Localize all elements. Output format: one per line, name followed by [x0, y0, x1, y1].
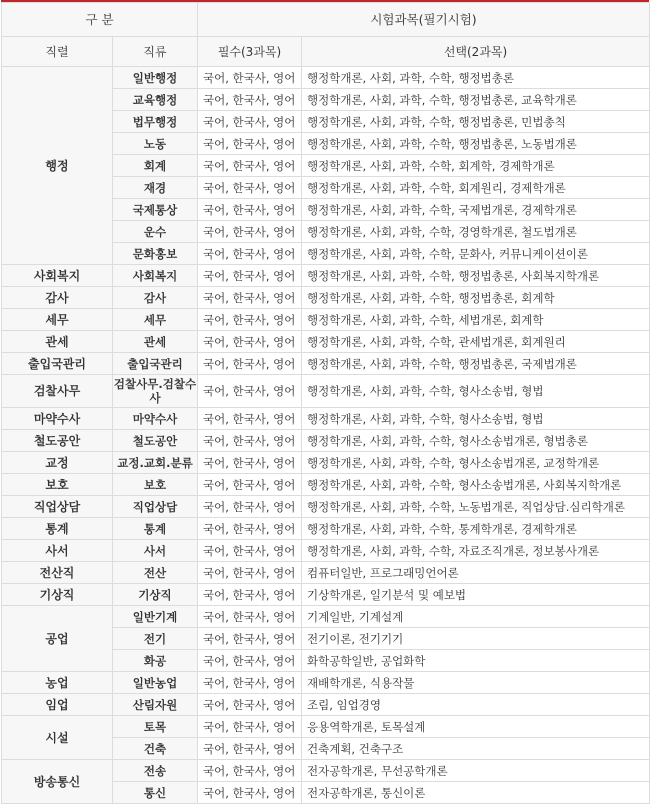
job-series-cell: 방송통신	[2, 760, 113, 804]
elective-subjects-cell: 건축계획, 건축구조	[302, 738, 650, 760]
job-class-cell: 교육행정	[113, 89, 198, 111]
elective-subjects-cell: 행정학개론, 사회, 과학, 수학, 문화사, 커뮤니케이션이론	[302, 243, 650, 265]
job-class-cell: 감사	[113, 287, 198, 309]
elective-subjects-cell: 기계일반, 기계설계	[302, 606, 650, 628]
elective-subjects-cell: 컴퓨터일반, 프로그래밍언어론	[302, 562, 650, 584]
elective-subjects-cell: 행정학개론, 사회, 과학, 수학, 경영학개론, 철도법개론	[302, 221, 650, 243]
job-series-cell: 보호	[2, 474, 113, 496]
required-subjects-cell: 국어, 한국사, 영어	[198, 518, 302, 540]
table-row	[2, 672, 650, 694]
required-subjects-cell: 국어, 한국사, 영어	[198, 782, 302, 804]
table-body	[2, 67, 650, 804]
job-class-cell: 노동	[113, 133, 198, 155]
job-series-cell: 전산직	[2, 562, 113, 584]
elective-subjects-cell: 행정학개론, 사회, 과학, 수학, 행정법총론, 교육학개론	[302, 89, 650, 111]
elective-subjects-cell: 행정학개론, 사회, 과학, 수학, 행정법총론, 민법총칙	[302, 111, 650, 133]
table-row	[2, 760, 650, 782]
job-class-cell: 출입국관리	[113, 353, 198, 375]
job-class-cell: 산림자원	[113, 694, 198, 716]
job-class-cell: 화공	[113, 650, 198, 672]
elective-subjects-cell: 행정학개론, 사회, 과학, 수학, 형사소송법개론, 사회복지학개론	[302, 474, 650, 496]
elective-subjects-cell: 행정학개론, 사회, 과학, 수학, 형사소송법개론, 교정학개론	[302, 452, 650, 474]
required-subjects-cell: 국어, 한국사, 영어	[198, 353, 302, 375]
required-subjects-cell: 국어, 한국사, 영어	[198, 540, 302, 562]
required-subjects-cell: 국어, 한국사, 영어	[198, 89, 302, 111]
header-job-class: 직류	[113, 37, 198, 67]
job-class-cell: 법무행정	[113, 111, 198, 133]
exam-subjects-table	[1, 2, 650, 804]
header-exam-subjects: 시험과목(필기시험)	[198, 3, 650, 37]
elective-subjects-cell: 행정학개론, 사회, 과학, 수학, 자료조직개론, 정보봉사개론	[302, 540, 650, 562]
required-subjects-cell: 국어, 한국사, 영어	[198, 375, 302, 408]
table-row	[2, 474, 650, 496]
header-elective: 선택(2과목)	[302, 37, 650, 67]
table-row	[2, 287, 650, 309]
table-row	[2, 584, 650, 606]
exam-subjects-table-container	[1, 0, 649, 804]
job-series-cell: 사서	[2, 540, 113, 562]
table-row	[2, 496, 650, 518]
required-subjects-cell: 국어, 한국사, 영어	[198, 496, 302, 518]
elective-subjects-cell: 행정학개론, 사회, 과학, 수학, 형사소송법, 형법	[302, 375, 650, 408]
required-subjects-cell: 국어, 한국사, 영어	[198, 221, 302, 243]
elective-subjects-cell: 행정학개론, 사회, 과학, 수학, 국제법개론, 경제학개론	[302, 199, 650, 221]
job-class-cell: 교정.교회.분류	[113, 452, 198, 474]
job-class-cell: 세무	[113, 309, 198, 331]
table-row	[2, 67, 650, 89]
elective-subjects-cell: 행정학개론, 사회, 과학, 수학, 회계학, 경제학개론	[302, 155, 650, 177]
required-subjects-cell: 국어, 한국사, 영어	[198, 155, 302, 177]
table-row	[2, 309, 650, 331]
job-series-cell: 감사	[2, 287, 113, 309]
required-subjects-cell: 국어, 한국사, 영어	[198, 133, 302, 155]
elective-subjects-cell: 응용역학개론, 토목설계	[302, 716, 650, 738]
job-class-cell: 재경	[113, 177, 198, 199]
job-series-cell: 공업	[2, 606, 113, 672]
elective-subjects-cell: 행정학개론, 사회, 과학, 수학, 행정법총론, 노동법개론	[302, 133, 650, 155]
required-subjects-cell: 국어, 한국사, 영어	[198, 452, 302, 474]
elective-subjects-cell: 기상학개론, 일기분석 및 예보법	[302, 584, 650, 606]
elective-subjects-cell: 행정학개론, 사회, 과학, 수학, 노동법개론, 직업상담.심리학개론	[302, 496, 650, 518]
job-series-cell: 직업상담	[2, 496, 113, 518]
elective-subjects-cell: 행정학개론, 사회, 과학, 수학, 통계학개론, 경제학개론	[302, 518, 650, 540]
job-class-cell: 일반기계	[113, 606, 198, 628]
job-class-cell: 보호	[113, 474, 198, 496]
required-subjects-cell: 국어, 한국사, 영어	[198, 650, 302, 672]
required-subjects-cell: 국어, 한국사, 영어	[198, 584, 302, 606]
required-subjects-cell: 국어, 한국사, 영어	[198, 716, 302, 738]
required-subjects-cell: 국어, 한국사, 영어	[198, 265, 302, 287]
job-series-cell: 임업	[2, 694, 113, 716]
elective-subjects-cell: 행정학개론, 사회, 과학, 수학, 행정법총론, 회계학	[302, 287, 650, 309]
job-class-cell: 철도공안	[113, 430, 198, 452]
job-class-cell: 문화홍보	[113, 243, 198, 265]
elective-subjects-cell: 행정학개론, 사회, 과학, 수학, 형사소송법, 형법	[302, 408, 650, 430]
table-row	[2, 518, 650, 540]
job-class-cell: 회계	[113, 155, 198, 177]
header-required: 필수(3과목)	[198, 37, 302, 67]
elective-subjects-cell: 행정학개론, 사회, 과학, 수학, 형사소송법개론, 형법총론	[302, 430, 650, 452]
job-series-cell: 행정	[2, 67, 113, 265]
elective-subjects-cell: 행정학개론, 사회, 과학, 수학, 회계원리, 경제학개론	[302, 177, 650, 199]
header-division: 구 분	[2, 3, 198, 37]
job-class-cell: 통계	[113, 518, 198, 540]
job-series-cell: 세무	[2, 309, 113, 331]
job-class-cell: 일반농업	[113, 672, 198, 694]
job-class-cell: 통신	[113, 782, 198, 804]
required-subjects-cell: 국어, 한국사, 영어	[198, 562, 302, 584]
job-class-cell: 토목	[113, 716, 198, 738]
required-subjects-cell: 국어, 한국사, 영어	[198, 474, 302, 496]
job-series-cell: 기상직	[2, 584, 113, 606]
job-class-cell: 사서	[113, 540, 198, 562]
job-class-cell: 검찰사무.검찰수사	[113, 375, 198, 408]
job-series-cell: 농업	[2, 672, 113, 694]
table-row	[2, 694, 650, 716]
elective-subjects-cell: 행정학개론, 사회, 과학, 수학, 행정법총론, 국제법개론	[302, 353, 650, 375]
elective-subjects-cell: 행정학개론, 사회, 과학, 수학, 행정법총론, 사회복지학개론	[302, 265, 650, 287]
table-row	[2, 353, 650, 375]
required-subjects-cell: 국어, 한국사, 영어	[198, 177, 302, 199]
table-row	[2, 375, 650, 408]
table-row	[2, 408, 650, 430]
job-class-cell: 건축	[113, 738, 198, 760]
table-row	[2, 716, 650, 738]
required-subjects-cell: 국어, 한국사, 영어	[198, 628, 302, 650]
elective-subjects-cell: 조림, 임업경영	[302, 694, 650, 716]
job-class-cell: 운수	[113, 221, 198, 243]
required-subjects-cell: 국어, 한국사, 영어	[198, 694, 302, 716]
elective-subjects-cell: 전기이론, 전기기기	[302, 628, 650, 650]
job-class-cell: 관세	[113, 331, 198, 353]
required-subjects-cell: 국어, 한국사, 영어	[198, 606, 302, 628]
job-class-cell: 전기	[113, 628, 198, 650]
elective-subjects-cell: 전자공학개론, 무선공학개론	[302, 760, 650, 782]
elective-subjects-cell: 화학공학일반, 공업화학	[302, 650, 650, 672]
required-subjects-cell: 국어, 한국사, 영어	[198, 331, 302, 353]
table-row	[2, 430, 650, 452]
table-row	[2, 452, 650, 474]
job-series-cell: 관세	[2, 331, 113, 353]
job-series-cell: 철도공안	[2, 430, 113, 452]
required-subjects-cell: 국어, 한국사, 영어	[198, 430, 302, 452]
header-job-series: 직렬	[2, 37, 113, 67]
job-series-cell: 사회복지	[2, 265, 113, 287]
elective-subjects-cell: 행정학개론, 사회, 과학, 수학, 세법개론, 회계학	[302, 309, 650, 331]
job-class-cell: 기상직	[113, 584, 198, 606]
job-series-cell: 마약수사	[2, 408, 113, 430]
required-subjects-cell: 국어, 한국사, 영어	[198, 199, 302, 221]
job-class-cell: 일반행정	[113, 67, 198, 89]
table-row	[2, 606, 650, 628]
required-subjects-cell: 국어, 한국사, 영어	[198, 672, 302, 694]
job-class-cell: 마약수사	[113, 408, 198, 430]
table-row	[2, 562, 650, 584]
job-series-cell: 검찰사무	[2, 375, 113, 408]
required-subjects-cell: 국어, 한국사, 영어	[198, 67, 302, 89]
table-row	[2, 265, 650, 287]
job-series-cell: 교정	[2, 452, 113, 474]
required-subjects-cell: 국어, 한국사, 영어	[198, 408, 302, 430]
job-class-cell: 전송	[113, 760, 198, 782]
job-series-cell: 출입국관리	[2, 353, 113, 375]
table-row	[2, 331, 650, 353]
elective-subjects-cell: 행정학개론, 사회, 과학, 수학, 관세법개론, 회계원리	[302, 331, 650, 353]
job-series-cell: 통계	[2, 518, 113, 540]
required-subjects-cell: 국어, 한국사, 영어	[198, 111, 302, 133]
elective-subjects-cell: 전자공학개론, 통신이론	[302, 782, 650, 804]
elective-subjects-cell: 행정학개론, 사회, 과학, 수학, 행정법총론	[302, 67, 650, 89]
required-subjects-cell: 국어, 한국사, 영어	[198, 309, 302, 331]
job-series-cell: 시설	[2, 716, 113, 760]
required-subjects-cell: 국어, 한국사, 영어	[198, 760, 302, 782]
job-class-cell: 사회복지	[113, 265, 198, 287]
job-class-cell: 전산	[113, 562, 198, 584]
required-subjects-cell: 국어, 한국사, 영어	[198, 738, 302, 760]
required-subjects-cell: 국어, 한국사, 영어	[198, 287, 302, 309]
job-class-cell: 국제통상	[113, 199, 198, 221]
table-row	[2, 540, 650, 562]
elective-subjects-cell: 재배학개론, 식용작물	[302, 672, 650, 694]
required-subjects-cell: 국어, 한국사, 영어	[198, 243, 302, 265]
job-class-cell: 직업상담	[113, 496, 198, 518]
